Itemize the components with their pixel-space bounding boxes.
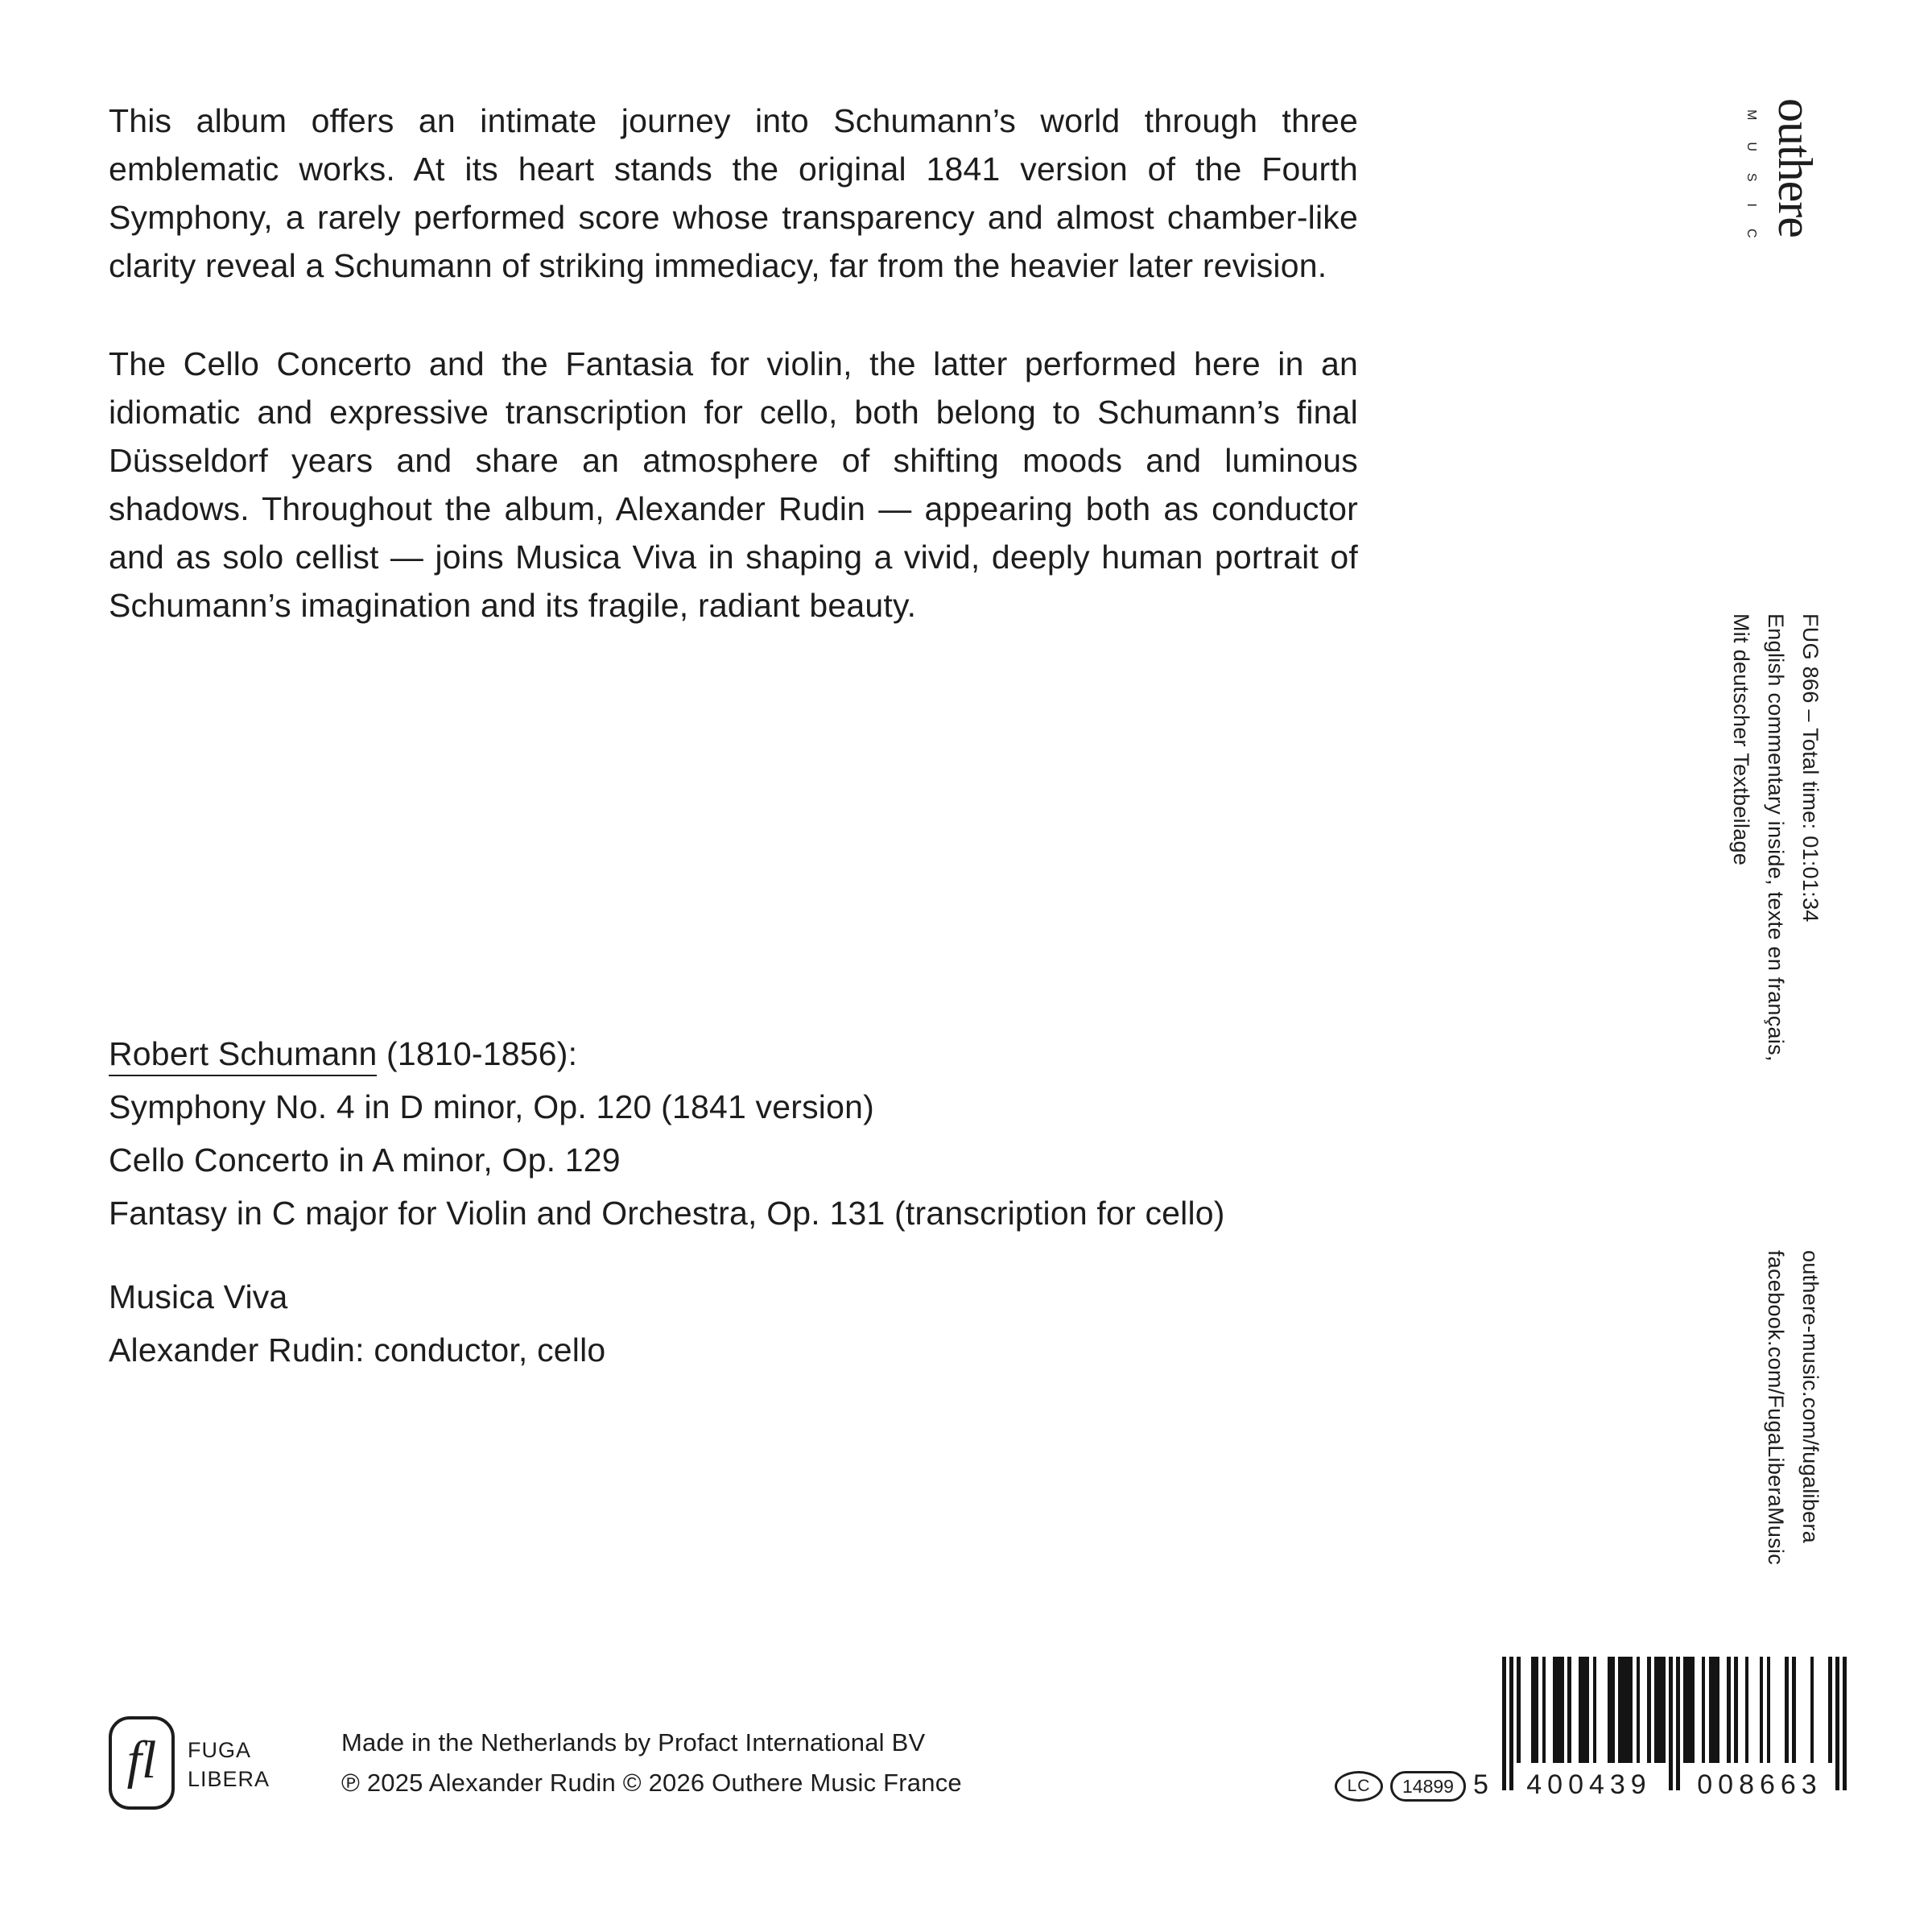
fuga-libera-monogram-icon: fl <box>126 1731 157 1790</box>
manufacturing-credit: Made in the Netherlands by Profact International BV <box>341 1728 926 1757</box>
outhere-music-logo <box>1732 98 1821 260</box>
fuga-libera-line1: FUGA <box>188 1738 252 1762</box>
lc-oval-badge: LC <box>1335 1771 1383 1802</box>
works-list <box>109 1027 1225 1377</box>
work-item: Cello Concerto in A minor, Op. 129 <box>109 1141 621 1179</box>
work-item: Symphony No. 4 in D minor, Op. 120 (1841 version) <box>109 1088 874 1125</box>
work-item: Fantasy in C major for Violin and Orchestra, Op. 131 (transcription for cello) <box>109 1195 1225 1232</box>
credits <box>341 1723 962 1803</box>
lc-number-badge: 14899 <box>1390 1771 1466 1802</box>
label-code <box>1335 1771 1466 1802</box>
spine-links <box>1758 1250 1827 1565</box>
fuga-libera-line2: LIBERA <box>188 1767 270 1791</box>
composer-name: Robert Schumann <box>109 1035 377 1076</box>
description-paragraph-1: This album offers an intimate journey into Schumann’s world through three emblematic works. At its heart stands the original 1841 version of the Fourth Symphony, a rarely performed score whose transparency and almost chamber-like clarity reveal a Schumann of striking immediacy, far from the heavier later revision. <box>109 102 1358 284</box>
outhere-logo-music-label: MUSIC <box>1744 109 1758 260</box>
commentary-note-line1: English commentary inside, texte en français, <box>1764 613 1788 1062</box>
composer-dates: (1810-1856): <box>377 1035 578 1072</box>
performer-conductor: Alexander Rudin: conductor, cello <box>109 1331 606 1368</box>
spine-info <box>1724 613 1827 1062</box>
fuga-libera-logo <box>109 1716 175 1810</box>
label-website-url: outhere-music.com/fugalibera <box>1798 1250 1823 1544</box>
barcode <box>1473 1657 1847 1802</box>
album-description <box>109 97 1358 679</box>
fuga-libera-wordmark <box>188 1736 270 1794</box>
copyright-credit: ℗ 2025 Alexander Rudin © 2026 Outhere Music France <box>341 1769 962 1797</box>
performers <box>109 1270 1225 1377</box>
catalog-number-and-time: FUG 866 – Total time: 01:01:34 <box>1798 613 1823 923</box>
facebook-url: facebook.com/FugaLiberaMusic <box>1764 1250 1788 1566</box>
barcode-lead-digit: 5 <box>1473 1769 1488 1800</box>
commentary-note-line2: Mit deutscher Textbeilage <box>1729 613 1753 866</box>
barcode-left-digits: 400439 <box>1526 1769 1652 1800</box>
composer-line <box>109 1027 1225 1080</box>
performer-ensemble: Musica Viva <box>109 1278 288 1315</box>
barcode-right-digits: 008663 <box>1697 1769 1823 1800</box>
description-paragraph-2: The Cello Concerto and the Fantasia for violin, the latter performed here in an idiomatic and expressive transcription for cello, both belong to Schumann’s final Düsseldorf years and share an atmosphere of shifting moods and luminous shadows. Throughout the album, Alexander Rudin — appearing both as conductor and as solo cellist — joins Musica Viva in shaping a vivid, deeply human portrait of Schumann’s imagination and its fragile, radiant beauty. <box>109 345 1358 624</box>
outhere-logo-wordmark: outhere <box>1769 98 1822 237</box>
